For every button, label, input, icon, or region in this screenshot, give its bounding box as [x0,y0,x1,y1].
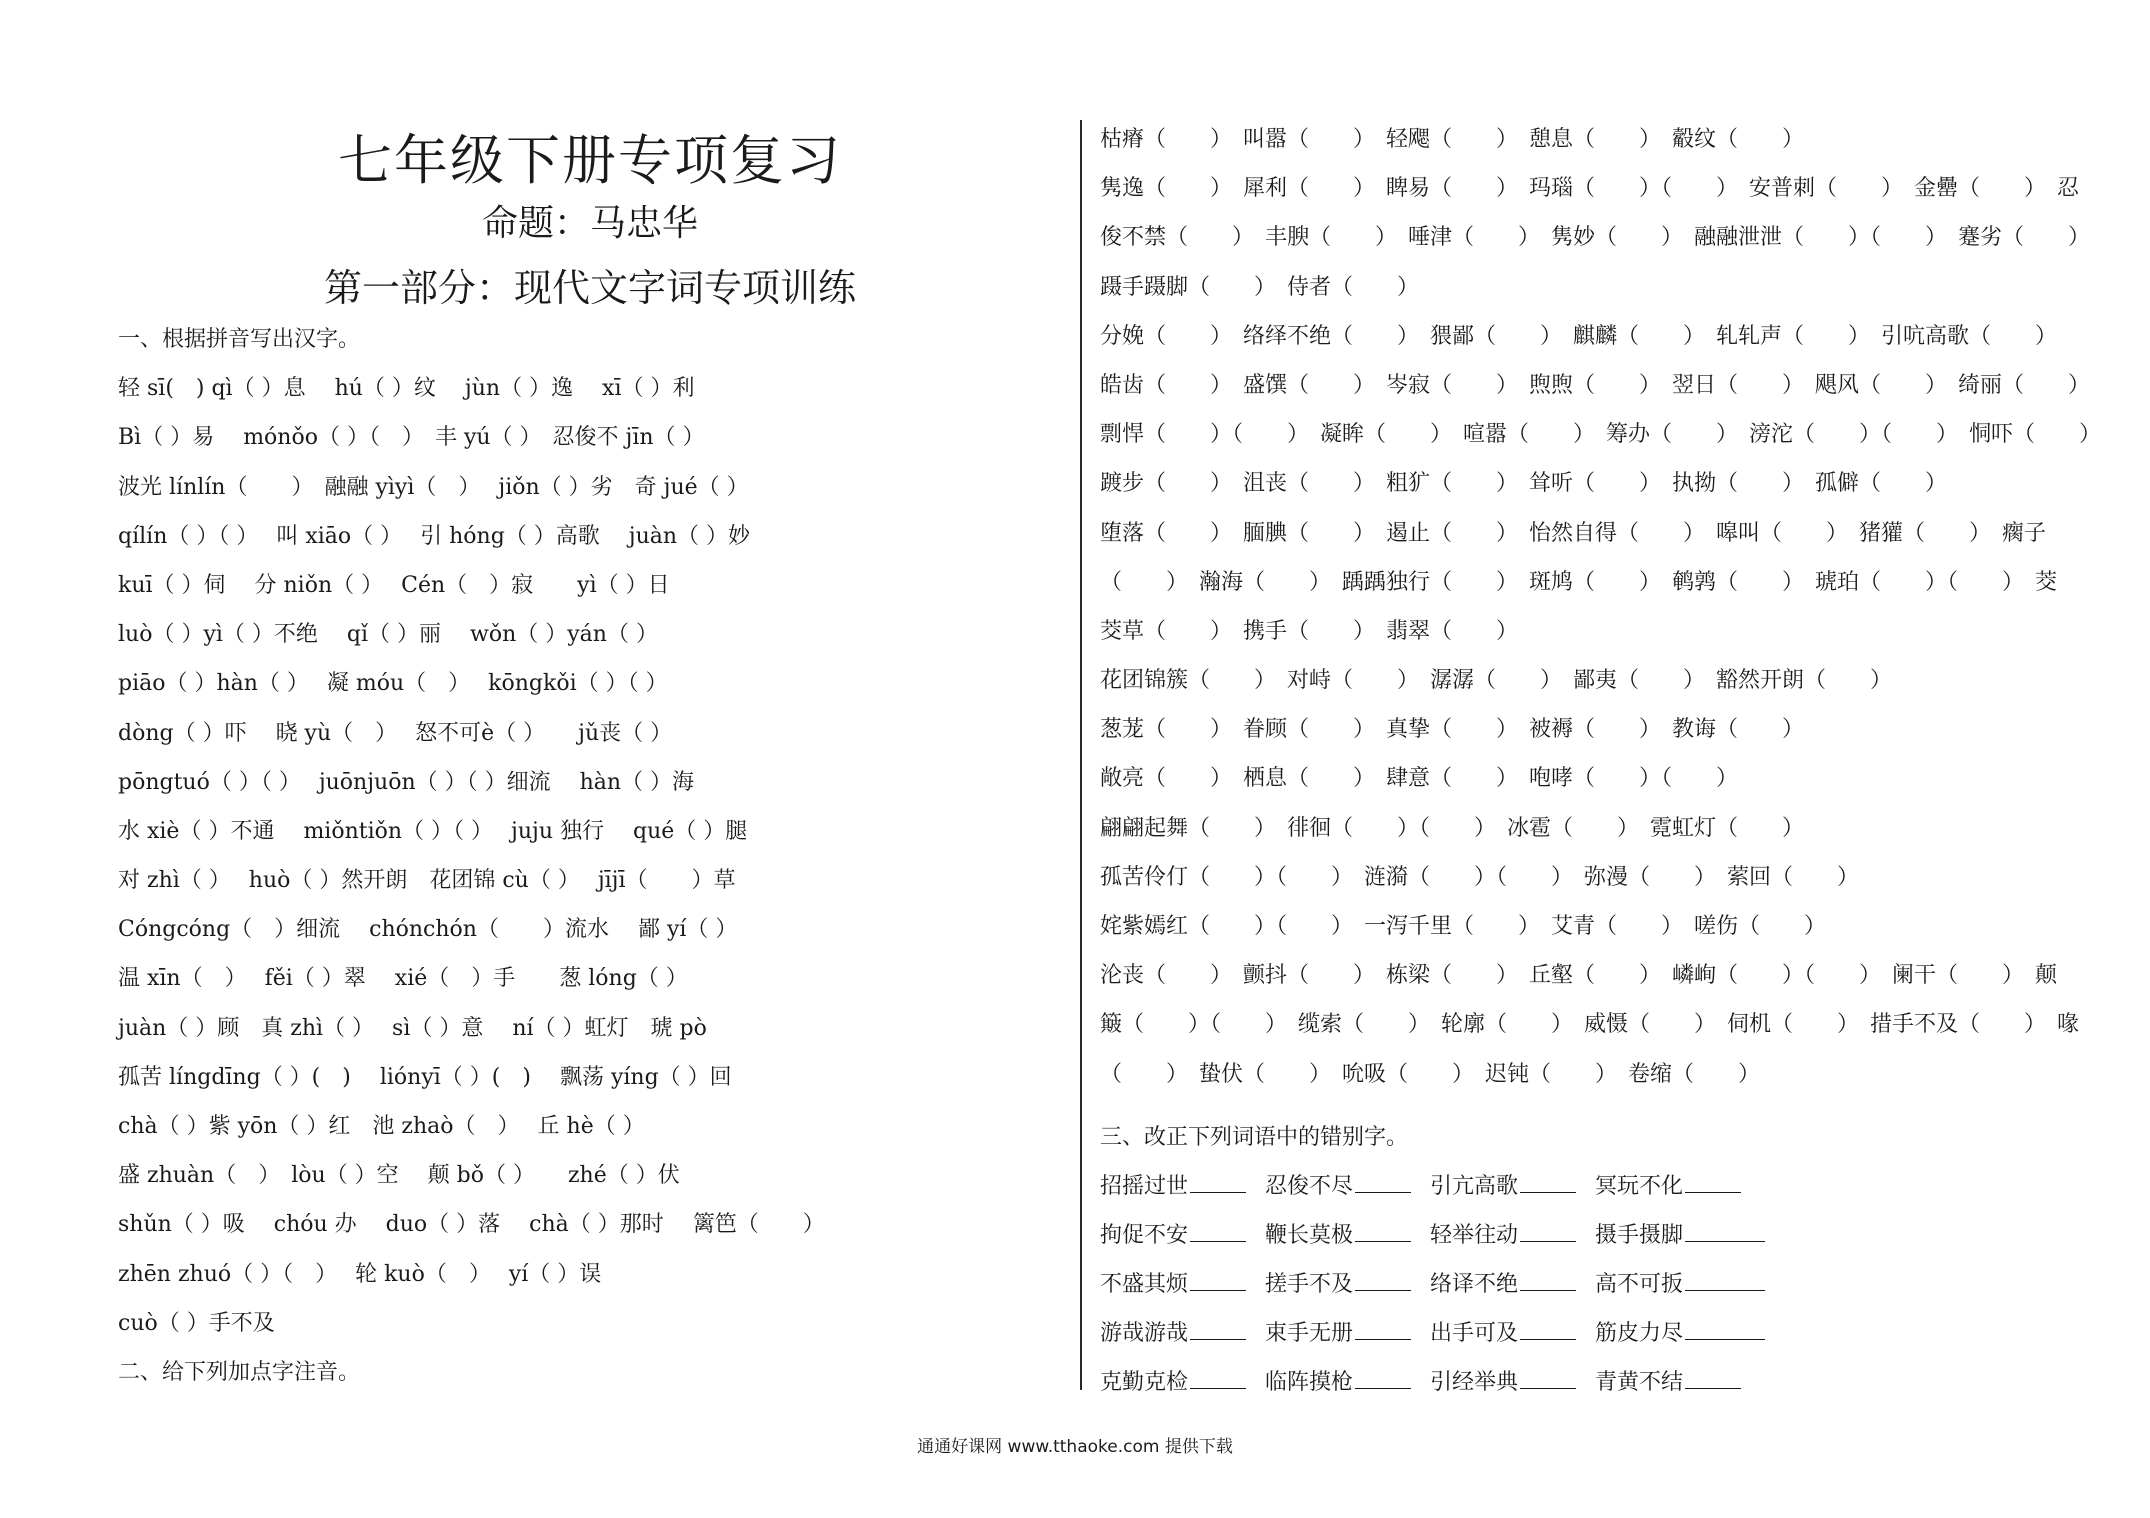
section2-line: 皓齿（ ） 盛馔（ ） 岑寂（ ） 煦煦（ ） 翌日（ ） 飓风（ ） 绮丽（ ） [1100,372,2091,398]
correction-item: 临阵摸枪 [1265,1358,1430,1407]
correction-item: 拘促不安 [1100,1211,1265,1260]
correction-item: 克勤克检 [1100,1358,1265,1407]
correction-item: 络译不绝 [1430,1260,1595,1309]
section1-line: piāo（ ）hàn（ ） 凝 móu（ ） kōngkǒi（ ）（ ） [118,671,668,697]
correction-grid [1100,1162,1800,1407]
section2-line: 分娩（ ） 络绎不绝（ ） 猥鄙（ ） 麒麟（ ） 轧轧声（ ） 引吭高歌（ ） [1100,323,2058,349]
correction-item: 游哉游哉 [1100,1309,1265,1358]
correction-item: 筋皮力尽 [1595,1309,1760,1358]
section2-line: （ ） 蛰伏（ ） 吮吸（ ） 迟钝（ ） 卷缩（ ） [1100,1061,1761,1087]
section2-line: 沦丧（ ） 颤抖（ ） 栋梁（ ） 丘壑（ ） 嶙峋（ ）（ ） 阑干（ ） 颠 [1100,963,2058,989]
footer-source: 通通好课网 www.tthaoke.com 提供下载 [917,1437,1233,1457]
correction-row [1100,1211,1800,1260]
part-heading: 第一部分：现代文字词专项训练 [323,266,856,310]
section3-heading: 三、改正下列词语中的错别字。 [1100,1124,1409,1150]
correction-row [1100,1162,1800,1211]
section1-line: chà（ ）紫 yōn（ ）红 池 zhaò（ ） 丘 hè（ ） [118,1114,645,1139]
section2-line: 花团锦簇（ ） 对峙（ ） 潺潺（ ） 鄙夷（ ） 豁然开朗（ ） [1100,668,1893,694]
correction-item: 搓手不及 [1265,1260,1430,1309]
answer-blank[interactable] [1685,1319,1765,1340]
answer-blank[interactable] [1355,1172,1411,1193]
answer-blank[interactable] [1685,1221,1765,1242]
correction-item: 冥玩不化 [1595,1162,1760,1211]
section1-heading: 一、根据拼音写出汉字。 [118,327,361,352]
correction-item: 引亢高歌 [1430,1162,1595,1211]
correction-item: 出手可及 [1430,1309,1595,1358]
section2-line: 茭草（ ） 携手（ ） 翡翠（ ） [1100,618,1519,644]
section1-line: juàn（ ）顾 真 zhì（ ） sì（ ）意 ní（ ）虹灯 琥 pò [118,1015,707,1041]
answer-blank[interactable] [1355,1319,1411,1340]
correction-row [1100,1309,1800,1358]
answer-blank[interactable] [1190,1319,1246,1340]
correction-item: 忍俊不尽 [1265,1162,1430,1211]
section1-line: 盛 zhuàn（ ） lòu（ ）空 颠 bǒ（ ） zhé（ ）伏 [118,1163,680,1189]
section1-line: Bì（ ）易 mónǒo（ ）（ ） 丰 yú（ ） 忍俊不 jīn（ ） [118,425,705,451]
answer-blank[interactable] [1190,1172,1246,1193]
section2-line: 簸（ ）（ ） 缆索（ ） 轮廓（ ） 威慑（ ） 伺机（ ） 措手不及（ ） 喙 [1100,1012,2080,1038]
correction-item: 招摇过世 [1100,1162,1265,1211]
section2-heading: 二、给下列加点字注音。 [118,1359,361,1385]
correction-row [1100,1260,1800,1309]
section1-line: qílín（ ）（ ） 叫 xiāo（ ） 引 hóng（ ）高歌 juàn（ ）妙 [118,523,751,549]
section2-line: 翩翩起舞（ ） 徘徊（ ）（ ） 冰雹（ ） 霓虹灯（ ） [1100,815,1805,841]
section1-line: 对 zhì（ ） huò（ ）然开朗 花团锦 cù（ ） jījī（ ）草 [118,868,736,894]
answer-blank[interactable] [1520,1270,1576,1291]
section1-line: zhēn zhuó（ ）（ ） 轮 kuò（ ） yí（ ）误 [118,1261,602,1287]
section2-line: 俊不禁（ ） 丰腴（ ） 唾津（ ） 隽妙（ ） 融融泄泄（ ）（ ） 蹇劣（ ） [1100,225,2091,251]
left-column [118,315,1078,1397]
section2-line: 孤苦伶仃（ ）（ ） 涟漪（ ）（ ） 弥漫（ ） 萦回（ ） [1100,864,1860,890]
answer-blank[interactable] [1520,1368,1576,1389]
section1-line: Cóngcóng（ ）细流 chónchón（ ）流水 鄙 yí（ ） [118,917,738,943]
section2-line: 踱步（ ） 沮丧（ ） 粗犷（ ） 耸听（ ） 执拗（ ） 孤僻（ ） [1100,471,1948,497]
section1-line: 温 xīn（ ） fěi（ ）翠 xié（ ）手 葱 lóng（ ） [118,966,688,992]
correction-item: 不盛其烦 [1100,1260,1265,1309]
right-column [1100,115,2102,1407]
correction-item: 束手无册 [1265,1309,1430,1358]
correction-item: 轻举往动 [1430,1211,1595,1260]
correction-row [1100,1358,1800,1407]
author-line: 命题：马忠华 [481,203,698,244]
correction-item: 引经举典 [1430,1358,1595,1407]
answer-blank[interactable] [1355,1368,1411,1389]
answer-blank[interactable] [1190,1368,1246,1389]
section2-line: 葱茏（ ） 眷顾（ ） 真挚（ ） 被褥（ ） 教诲（ ） [1100,717,1805,743]
answer-blank[interactable] [1355,1270,1411,1291]
section1-line: shǔn（ ）吸 chóu 办 duo（ ）落 chà（ ）那时 篱笆（ ） [118,1212,825,1238]
section2-line: 蹑手蹑脚（ ） 侍者（ ） [1100,274,1420,300]
correction-item: 鞭长莫极 [1265,1211,1430,1260]
section2-line: 姹紫嫣红（ ）（ ） 一泻千里（ ） 艾青（ ） 嗟伤（ ） [1100,914,1827,939]
section2-line: 枯瘠（ ） 叫嚣（ ） 轻飔（ ） 憩息（ ） 觳纹（ ） [1100,127,1805,152]
answer-blank[interactable] [1520,1319,1576,1340]
correction-item: 摄手摄脚 [1595,1211,1760,1260]
section1-line: cuò（ ）手不及 [118,1310,275,1336]
section1-line: 波光 línlín（ ） 融融 yìyì（ ） jiǒn（ ）劣 奇 jué（ ） [118,474,749,500]
section1-line: kuī（ ）伺 分 niǒn（ ） Cén（ ）寂 yì（ ）日 [118,572,670,598]
answer-blank[interactable] [1190,1221,1246,1242]
answer-blank[interactable] [1520,1172,1576,1193]
section1-line: pōngtuó（ ）（ ） juōnjuōn（ ）（ ）细流 hàn（ ）海 [118,769,695,795]
section2-line: 敞亮（ ） 栖息（ ） 肆意（ ） 咆哮（ ）（ ） [1100,766,1739,792]
answer-blank[interactable] [1685,1270,1765,1291]
section2-line: （ ） 瀚海（ ） 踽踽独行（ ） 斑鸠（ ） 鹌鹑（ ） 琥珀（ ）（ ） 茭 [1100,569,2058,595]
section2-line: 堕落（ ） 腼腆（ ） 遏止（ ） 怡然自得（ ） 嗥叫（ ） 猪獾（ ） 瘸子 [1100,520,2047,546]
section1-line: luò（ ）yì（ ）不绝 qǐ（ ）丽 wǒn（ ）yán（ ） [118,622,658,648]
section1-line: 孤苦 língdīng（ ）( ) liónyī（ ）( ) 飘荡 yíng（ ）回 [118,1064,732,1090]
correction-item: 青黄不结 [1595,1358,1760,1407]
page-title: 七年级下册专项复习 [338,129,842,192]
answer-blank[interactable] [1685,1172,1741,1193]
section1-line: 轻 sī( ) qì（ ）息 hú（ ）纹 jùn（ ）逸 xī（ ）利 [118,376,695,402]
section1-line: 水 xiè（ ）不通 miǒntiǒn（ ）（ ） juju 独行 qué（ ）腿 [118,818,748,844]
correction-item: 高不可扳 [1595,1260,1760,1309]
answer-blank[interactable] [1520,1221,1576,1242]
answer-blank[interactable] [1685,1368,1741,1389]
answer-blank[interactable] [1355,1221,1411,1242]
section2-line: 隽逸（ ） 犀利（ ） 睥易（ ） 玛瑙（ ）（ ） 安普刺（ ） 金罍（ ） 忍 [1100,176,2080,202]
section1-line: dòng（ ）吓 晓 yù（ ） 怒不可è（ ） jǔ丧（ ） [118,720,673,746]
section2-line: 剽悍（ ）（ ） 凝眸（ ） 喧嚣（ ） 筹办（ ） 滂沱（ ）（ ） 恫吓（ ） [1100,422,2102,448]
answer-blank[interactable] [1190,1270,1246,1291]
column-divider [1080,120,1082,1390]
